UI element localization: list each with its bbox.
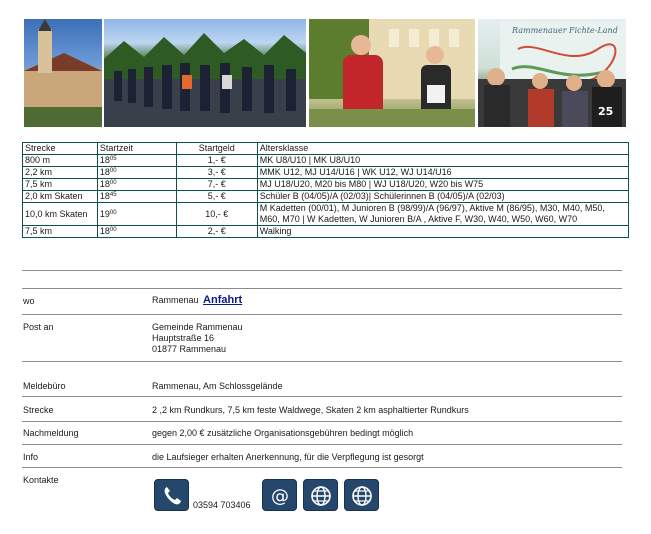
cell-strecke: 2,0 km Skaten: [23, 191, 98, 203]
cell-strecke: 7,5 km: [23, 179, 98, 191]
value-meldebuero: Rammenau, Am Schlossgelände: [152, 381, 283, 391]
cell-startgeld: 10,- €: [176, 203, 257, 226]
phone-button[interactable]: [154, 479, 189, 511]
divider: [22, 270, 622, 271]
table-row: [23, 203, 629, 226]
cell-strecke: 10,0 km Skaten: [23, 203, 98, 226]
table-row: [23, 191, 629, 203]
value-strecke: 2 ,2 km Rundkurs, 7,5 km feste Waldwege, Skaten 2 km asphaltierter Rundkurs: [152, 405, 469, 415]
table-row: [23, 226, 629, 238]
website-button-2[interactable]: [344, 479, 379, 511]
value-post-address: Gemeinde Rammenau Hauptstraße 16 01877 Rammenau: [152, 322, 243, 354]
cell-startzeit: $18^{00}$: [97, 226, 176, 238]
divider: [22, 444, 622, 445]
svg-text:25: 25: [598, 105, 614, 118]
divider: [22, 361, 622, 362]
value-wo: Rammenau Anfahrt: [152, 294, 243, 306]
label-meldebuero: Meldebüro: [23, 381, 66, 391]
table-row: [23, 179, 629, 191]
cell-altersklasse: Schüler B (04/05)/A (02/03)| Schülerinnen B (04/05)/A (02/03): [257, 191, 628, 203]
cell-startgeld: 2,- €: [176, 226, 257, 238]
website-button[interactable]: [303, 479, 338, 511]
cell-startgeld: 5,- €: [176, 191, 257, 203]
cell-altersklasse: M Kadetten (00/01), M Junioren B (98/99)/A (96/97), Aktive M (86/95), M30, M40, M50, M60, M70 | W Kadetten, W Junioren B/A , Aktive F, W30, W40, W50, W60, W70: [257, 203, 628, 226]
cell-startzeit: $18^{45}$: [97, 191, 176, 203]
schedule-table: [22, 142, 629, 238]
label-nachmeldung: Nachmeldung: [23, 428, 79, 438]
email-button[interactable]: [262, 479, 297, 511]
table-row: [23, 155, 629, 167]
globe-icon: [310, 485, 332, 507]
label-post: Post an: [23, 322, 54, 332]
divider: [22, 396, 622, 397]
cell-startgeld: 1,- €: [176, 155, 257, 167]
cell-strecke: 7,5 km: [23, 226, 98, 238]
map-board-photo: [478, 19, 626, 127]
phone-number: 03594 703406: [193, 500, 251, 510]
divider: [22, 314, 622, 315]
cell-altersklasse: MK U8/U10 | MK U8/U10: [257, 155, 628, 167]
cell-startzeit: $18^{05}$: [97, 155, 176, 167]
svg-text:@: @: [271, 486, 289, 507]
cell-altersklasse: Walking: [257, 226, 628, 238]
cell-startzeit: $19^{00}$: [97, 203, 176, 226]
cell-altersklasse: MJ U18/U20, M20 bis M80 | WJ U18/U20, W20 bis W75: [257, 179, 628, 191]
cell-strecke: 2,2 km: [23, 167, 98, 179]
divider: [22, 467, 622, 468]
cell-altersklasse: MMK U12, MJ U14/U16 | WK U12, WJ U14/U16: [257, 167, 628, 179]
header-strecke: Strecke: [23, 143, 98, 155]
anfahrt-link[interactable]: Anfahrt: [203, 294, 243, 306]
divider: [22, 288, 622, 289]
divider: [22, 421, 622, 422]
header-startgeld: Startgeld: [176, 143, 257, 155]
runners-start-photo: [104, 19, 306, 127]
header-altersklasse: Altersklasse: [257, 143, 628, 155]
label-info: Info: [23, 452, 39, 462]
cell-startzeit: $18^{00}$: [97, 179, 176, 191]
cell-startgeld: 7,- €: [176, 179, 257, 191]
value-info: die Laufsieger erhalten Anerkennung, für die Verpflegung ist gesorgt: [152, 452, 424, 462]
finishers-photo: [309, 19, 475, 127]
label-wo: wo: [23, 296, 35, 306]
header-startzeit: Startzeit: [97, 143, 176, 155]
cell-strecke: 800 m: [23, 155, 98, 167]
table-row: [23, 167, 629, 179]
castle-photo: [24, 19, 102, 127]
table-header-row: [23, 143, 629, 155]
photo-strip: [24, 19, 626, 127]
board-sign-text: Rammenauer Fichte-Land: [512, 26, 618, 35]
label-strecke: Strecke: [23, 405, 54, 415]
globe-icon: [351, 485, 373, 507]
cell-startgeld: 3,- €: [176, 167, 257, 179]
label-kontakte: Kontakte: [23, 475, 59, 485]
email-icon: [269, 485, 291, 507]
phone-icon: [161, 485, 183, 507]
cell-startzeit: $18^{00}$: [97, 167, 176, 179]
value-nachmeldung: gegen 2,00 € zusätzliche Organisationsgebühren bedingt möglich: [152, 428, 414, 438]
